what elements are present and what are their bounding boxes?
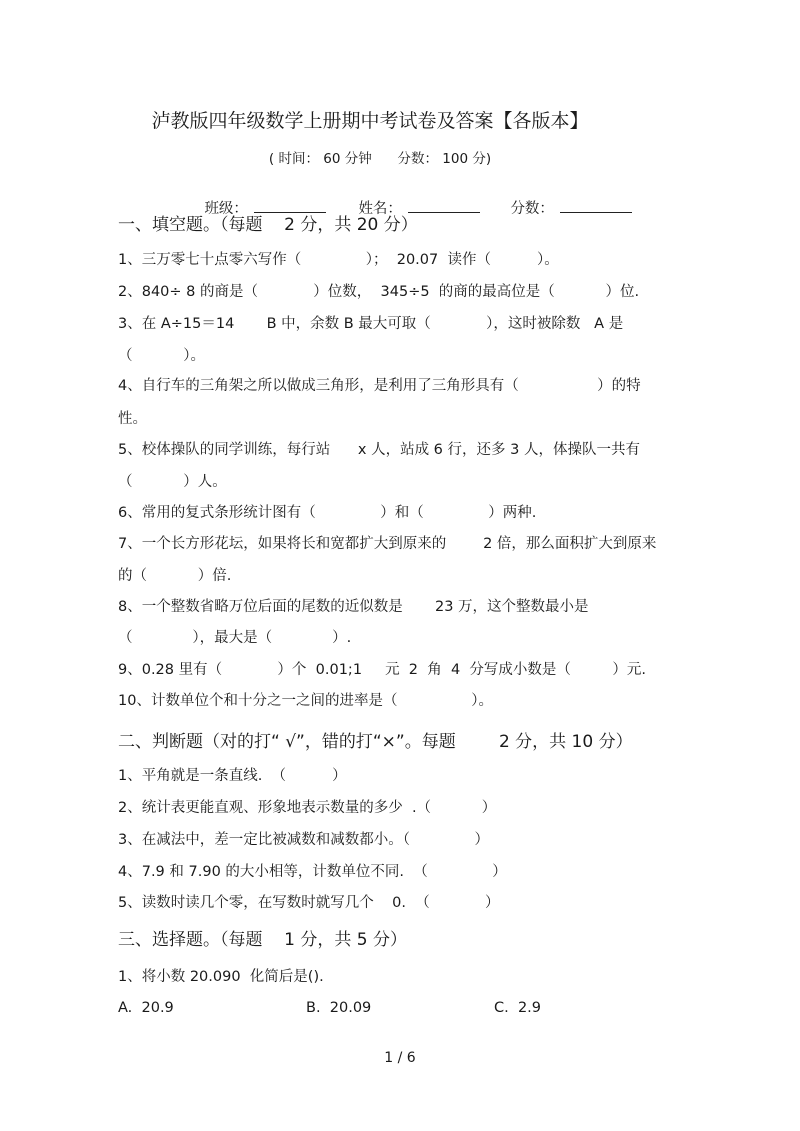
- judge-line: 4、7.9 和 7.90 的大小相等，计数单位不同. （ ）: [118, 864, 507, 880]
- option-c: C. 2.9: [494, 1000, 542, 1016]
- question-line: （ ）人。: [118, 474, 227, 490]
- option-a: A. 20.9: [118, 1000, 174, 1016]
- question-line: 性。: [118, 411, 147, 427]
- choice-question: 1、将小数 20.090 化简后是().: [118, 969, 324, 985]
- question-line: 9、0.28 里有（ ）个 0.01;1 元 2 角 4 分写成小数是（ ）元.: [118, 662, 647, 678]
- class-label: 班级：: [204, 201, 248, 217]
- question-line: 的（ ）倍.: [118, 568, 232, 584]
- score-label: 分数：: [510, 201, 554, 217]
- judge-line: 1、平角就是一条直线. （ ）: [118, 768, 347, 784]
- section1-heading: 一、填空题。（每题 2 分，共 20 分）: [118, 215, 418, 235]
- question-line: 5、校体操队的同学训练，每行站 x 人，站成 6 行，还多 3 人，体操队一共有: [118, 442, 640, 458]
- question-line: 8、一个整数省略万位后面的尾数的近似数是 23 万，这个整数最小是: [118, 599, 589, 615]
- judge-line: 2、统计表更能直观、形象地表示数量的多少 .（ ）: [118, 800, 497, 816]
- score-blank[interactable]: [560, 198, 632, 213]
- page-title: 泸教版四年级数学上册期中考试卷及答案【各版本】: [151, 110, 589, 132]
- question-line: 4、自行车的三角架之所以做成三角形，是利用了三角形具有（ ）的特: [118, 378, 641, 394]
- section2-heading: 二、判断题（对的打“ √”，错的打“×”。每题 2 分，共 10 分）: [118, 732, 633, 752]
- name-label: 姓名：: [358, 201, 402, 217]
- page-number: 1 / 6: [384, 1050, 416, 1066]
- score-field: [492, 181, 632, 234]
- question-line: 10、计数单位个和十分之一之间的进率是（ ）。: [118, 693, 493, 709]
- judge-line: 3、在减法中，差一定比被减数和减数都小。（ ）: [118, 832, 490, 848]
- class-blank[interactable]: [254, 198, 326, 213]
- question-line: 3、在 A÷15＝14 B 中，余数 B 最大可取（ ），这时被除数 A 是: [118, 316, 624, 332]
- question-line: 7、一个长方形花坛，如果将长和宽都扩大到原来的 2 倍，那么面积扩大到原来: [118, 536, 657, 552]
- question-line: （ ）。: [118, 348, 205, 364]
- judge-line: 5、读数时读几个零，在写数时就写几个 0. （ ）: [118, 895, 500, 911]
- name-blank[interactable]: [408, 198, 480, 213]
- question-line: （ ），最大是（ ）.: [118, 630, 352, 646]
- question-line: 6、常用的复式条形统计图有（ ）和（ ）两种.: [118, 505, 537, 521]
- section3-heading: 三、选择题。（每题 1 分，共 5 分）: [118, 930, 407, 950]
- exam-subtitle: ( 时间： 60 分钟 分数： 100 分): [268, 151, 492, 167]
- option-b: B. 20.09: [306, 1000, 372, 1016]
- question-line: 1、三万零七十点零六写作（ ）； 20.07 读作（ ）。: [118, 252, 559, 268]
- question-line: 2、840÷ 8 的商是（ ）位数， 345÷5 的商的最高位是（ ）位.: [118, 284, 640, 300]
